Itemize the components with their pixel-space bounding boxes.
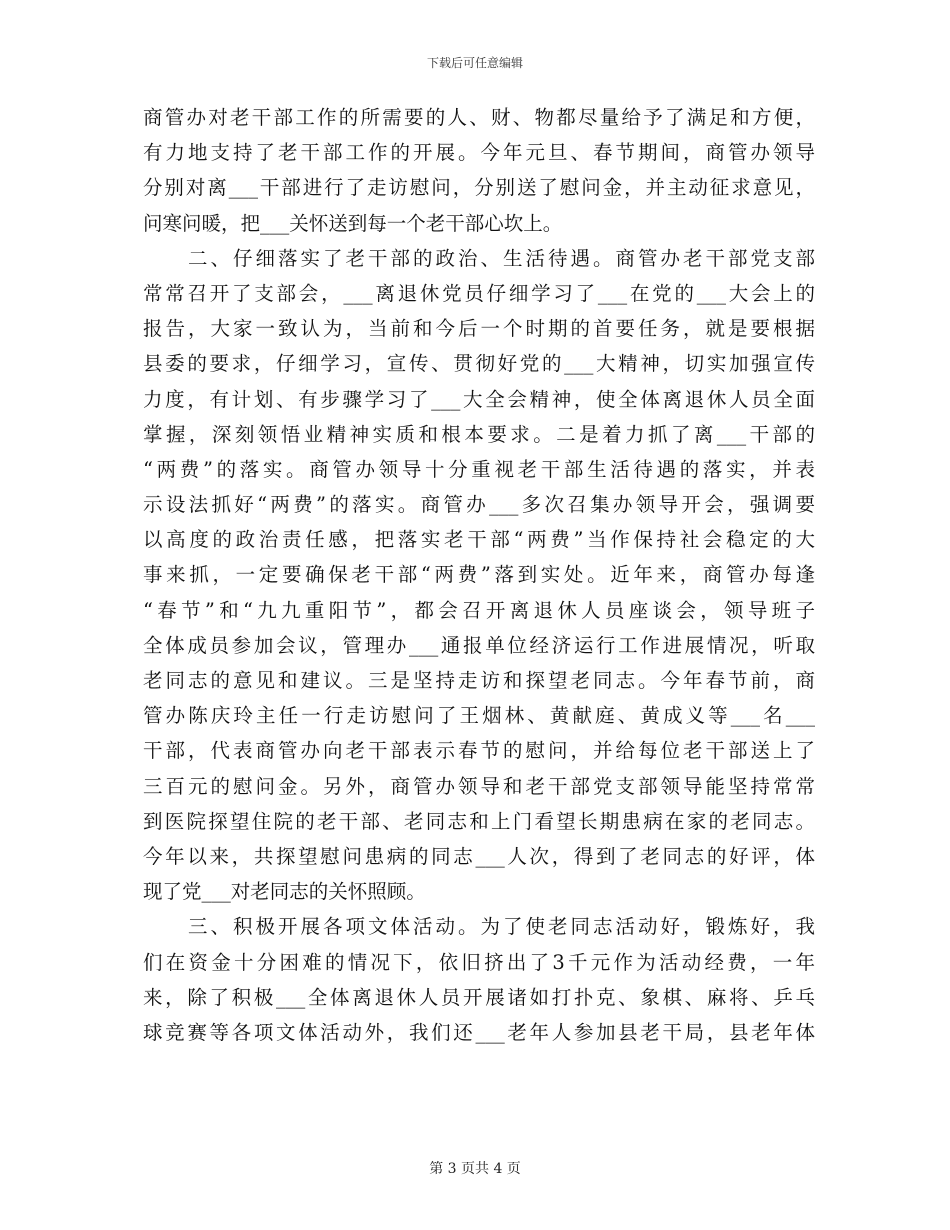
text-line: 干部，代表商管办向老干部表示春节的慰问，并给每位老干部送上了 <box>143 739 815 763</box>
paragraph <box>143 241 815 910</box>
text-line: 老同志的意见和建议。三是坚持走访和探望老同志。今年春节前，商 <box>143 669 815 692</box>
text-line: 三、积极开展各项文体活动。为了使老同志活动好，锻炼好，我 <box>143 915 815 939</box>
text-line: 报告，大家一致认为，当前和今后一个时期的首要任务，就是要根据 <box>143 317 815 341</box>
paragraph <box>143 100 815 241</box>
text-line: 今年以来，共探望慰问患病的同志___人次，得到了老同志的好评，体 <box>143 844 815 868</box>
text-line: 事来抓，一定要确保老干部“两费”落到实处。近年来，商管办每逢 <box>143 563 815 587</box>
text-line: 二、仔细落实了老干部的政治、生活待遇。商管办老干部党支部 <box>143 246 815 270</box>
text-line: 商管办对老干部工作的所需要的人、财、物都尽量给予了满足和方便， <box>143 106 815 129</box>
text-line: 来，除了积极___全体离退休人员开展诸如打扑克、象棋、麻将、乒乓 <box>143 985 815 1009</box>
text-line: 到医院探望住院的老干部、老同志和上门看望长期患病在家的老同志。 <box>143 809 815 833</box>
text-line: 有力地支持了老干部工作的开展。今年元旦、春节期间，商管办领导 <box>143 141 815 165</box>
paragraph <box>143 909 815 1050</box>
text-line: 分别对离___干部进行了走访慰问，分别送了慰问金，并主动征求意见， <box>143 176 815 200</box>
text-line: 县委的要求，仔细学习，宣传、贯彻好党的___大精神，切实加强宣传 <box>143 352 815 376</box>
text-line: 力度，有计划、有步骤学习了___大全会精神，使全体离退休人员全面 <box>143 387 815 411</box>
text-line: 们在资金十分困难的情况下，依旧挤出了3千元作为活动经费，一年 <box>143 950 815 974</box>
text-line: 三百元的慰问金。另外，商管办领导和老干部党支部领导能坚持常常 <box>143 774 815 798</box>
text-line: 问寒问暖，把___关怀送到每一个老干部心坎上。 <box>143 211 563 235</box>
text-line: 以高度的政治责任感，把落实老干部“两费”当作保持社会稳定的大 <box>143 528 815 552</box>
text-line: 常常召开了支部会，___离退休党员仔细学习了___在党的___大会上的 <box>143 281 815 305</box>
text-line: 全体成员参加会议，管理办___通报单位经济运行工作进展情况，听取 <box>143 633 815 657</box>
page-header: 下载后可任意编辑 <box>426 56 523 70</box>
page-number: 第 3 页共 4 页 <box>429 1161 521 1177</box>
text-line: 球竞赛等各项文体活动外，我们还___老年人参加县老干局，县老年体 <box>143 1020 815 1044</box>
text-line: 管办陈庆玲主任一行走访慰问了王烟林、黄献庭、黄成义等___名___ <box>143 704 815 728</box>
document-body <box>143 100 815 1050</box>
text-line: 现了党___对老同志的关怀照顾。 <box>143 880 426 904</box>
text-line: 掌握，深刻领悟业精神实质和根本要求。二是着力抓了离___干部的 <box>143 422 815 446</box>
text-line: 示设法抓好“两费”的落实。商管办___多次召集办领导开会，强调要 <box>143 493 815 517</box>
text-line: “两费”的落实。商管办领导十分重视老干部生活待遇的落实，并表 <box>143 457 815 481</box>
text-line: “春节”和“九九重阳节”，都会召开离退休人员座谈会，领导班子 <box>143 598 815 622</box>
